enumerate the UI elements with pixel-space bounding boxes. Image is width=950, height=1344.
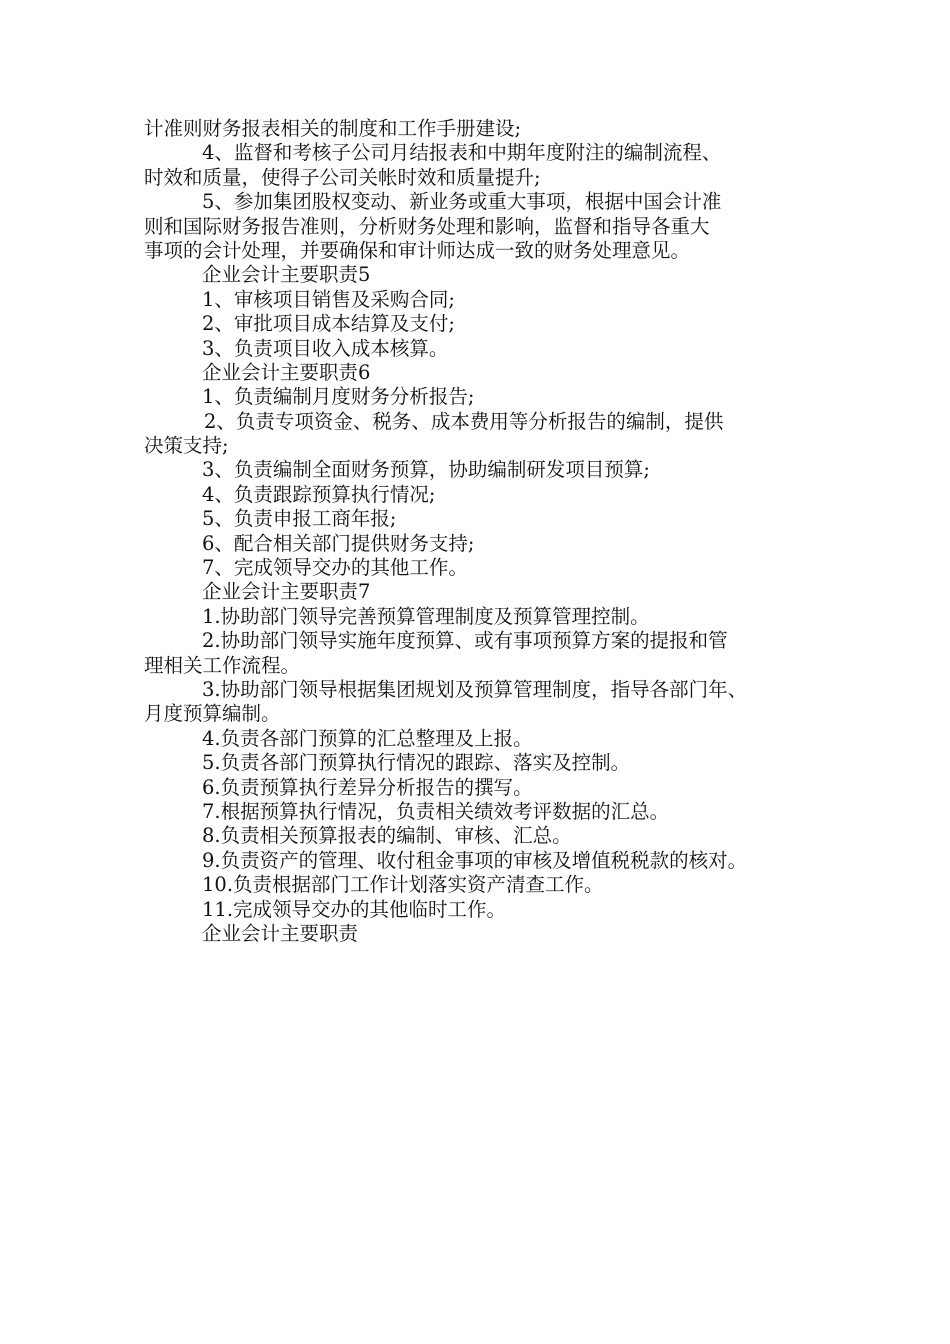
text-line: 5、参加集团股权变动、新业务或重大事项，根据中国会计准 — [202, 190, 722, 214]
list-item: 4、负责跟踪预算执行情况; — [202, 482, 436, 506]
list-item: 2.协助部门领导实施年度预算、或有事项预算方案的提报和管 — [202, 629, 728, 653]
section-heading: 企业会计主要职责5 — [202, 263, 371, 287]
list-item: 9.负责资产的管理、收付租金事项的审核及增值税税款的核对。 — [202, 848, 748, 872]
text-line: 事项的会计处理，并要确保和审计师达成一致的财务处理意见。 — [144, 238, 691, 262]
list-item: 5.负责各部门预算执行情况的跟踪、落实及控制。 — [202, 751, 631, 775]
text-line: 决策支持; — [144, 434, 229, 458]
list-item: 3.协助部门领导根据集团规划及预算管理制度，指导各部门年、 — [202, 677, 748, 701]
list-item: 11.完成领导交办的其他临时工作。 — [202, 897, 507, 921]
section-heading: 企业会计主要职责6 — [202, 360, 371, 384]
list-item: 8.负责相关预算报表的编制、审核、汇总。 — [202, 824, 572, 848]
list-item: 3、负责编制全面财务预算，协助编制研发项目预算; — [202, 458, 650, 482]
list-item: 6.负责预算执行差异分析报告的撰写。 — [202, 775, 533, 799]
list-item: 2、负责专项资金、税务、成本费用等分析报告的编制，提供 — [204, 409, 724, 433]
text-line: 则和国际财务报告准则，分析财务处理和影响，监督和指导各重大 — [144, 214, 710, 238]
list-item: 7.根据预算执行情况，负责相关绩效考评数据的汇总。 — [202, 799, 670, 823]
text-line: 4、监督和考核子公司月结报表和中期年度附注的编制流程、 — [202, 141, 722, 165]
list-item: 3、负责项目收入成本核算。 — [202, 336, 449, 360]
list-item: 1、审核项目销售及采购合同; — [202, 287, 455, 311]
list-item: 6、配合相关部门提供财务支持; — [202, 531, 475, 555]
section-heading: 企业会计主要职责 — [202, 921, 359, 945]
section-heading: 企业会计主要职责7 — [202, 580, 371, 604]
list-item: 10.负责根据部门工作计划落实资产清查工作。 — [202, 873, 604, 897]
list-item: 4.负责各部门预算的汇总整理及上报。 — [202, 726, 533, 750]
text-line: 理相关工作流程。 — [144, 653, 301, 677]
list-item: 7、完成领导交办的其他工作。 — [202, 556, 468, 580]
body-text — [144, 117, 834, 946]
list-item: 2、审批项目成本结算及支付; — [202, 312, 455, 336]
list-item: 5、负责申报工商年报; — [202, 507, 397, 531]
text-line: 时效和质量，使得子公司关帐时效和质量提升; — [144, 165, 541, 189]
text-line: 计准则财务报表相关的制度和工作手册建设; — [144, 117, 522, 140]
list-item: 1、负责编制月度财务分析报告; — [202, 385, 475, 409]
list-item: 1.协助部门领导完善预算管理制度及预算管理控制。 — [202, 604, 650, 628]
text-line: 月度预算编制。 — [144, 702, 281, 726]
